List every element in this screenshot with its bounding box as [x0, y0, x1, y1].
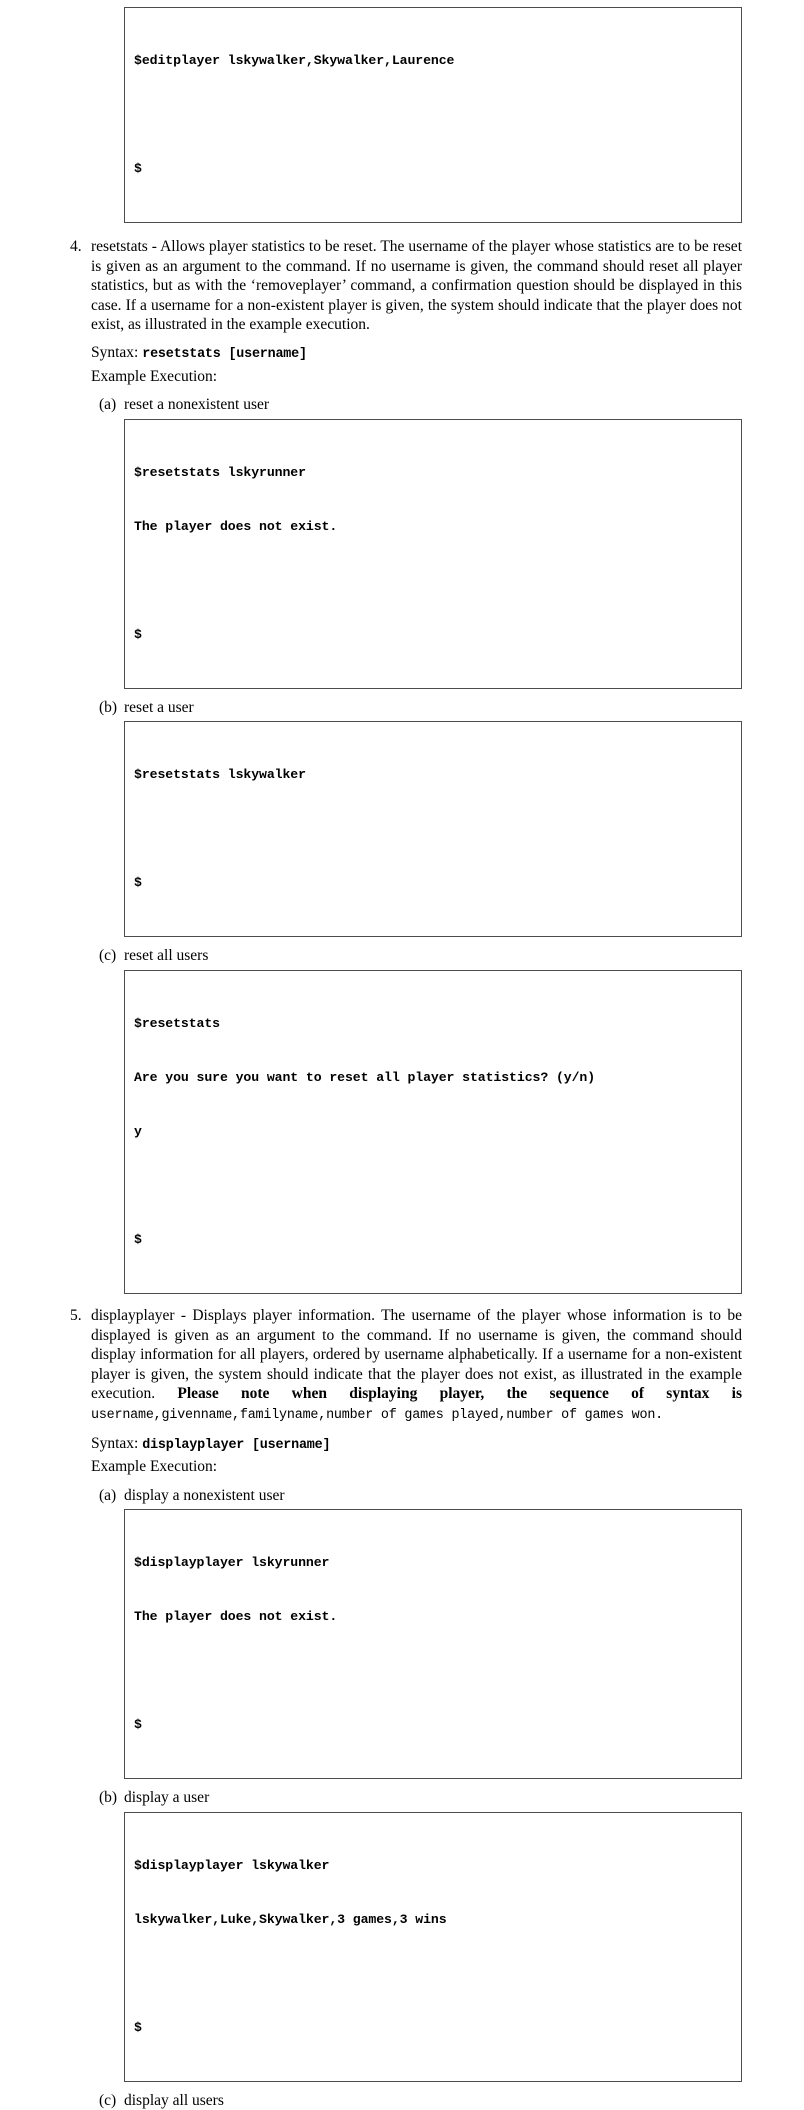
sublist-item-letter: (c) — [99, 2091, 117, 2109]
code-line-blank — [134, 820, 741, 838]
code-line-blank — [134, 1662, 741, 1680]
code-line: The player does not exist. — [134, 518, 338, 534]
sublist-item-reset-nonexistent — [99, 395, 742, 689]
resetstats-all-example-box — [124, 970, 742, 1294]
list-item-paragraph: resetstats - Allows player statistics to be reset. The username of the player whose statistics are to be reset is given as an argument to the command. If no username is given, the command should reset all player statistics, but as with the ‘removeplayer’ command, a confirmation question should be displayed in this case. If a username for a non-existent player is given, the system should indicate that the player does not exist, as illustrated in the example execution. — [91, 238, 742, 334]
displayplayer-nonexistent-example-box — [124, 1509, 742, 1779]
sublist-item-reset-all — [99, 946, 742, 1294]
code-line: y — [134, 1123, 142, 1139]
syntax-line — [91, 1434, 742, 1456]
syntax-code: resetstats [username] — [142, 346, 307, 362]
resetstats-nonexistent-example-box — [124, 419, 742, 689]
list-item-number: 4. — [70, 238, 82, 255]
list-item-displayplayer — [70, 1306, 742, 1477]
code-line: $editplayer lskywalker,Skywalker,Laurence — [134, 53, 455, 68]
sublist-item-label: reset all users — [124, 947, 209, 965]
sublist-item-label: display all users — [124, 2091, 224, 2109]
paragraph-mono-sequence: username,givenname,familyname,number of games played,number of games won. — [91, 1407, 664, 1423]
code-line: Are you sure you want to reset all player statistics? (y/n) — [134, 1069, 596, 1085]
syntax-line — [91, 343, 742, 365]
sublist-item-label: display a nonexistent user — [124, 1486, 285, 1504]
code-line: $ — [134, 875, 142, 891]
example-execution-label: Example Execution: — [91, 367, 218, 385]
paragraph-emphasis: Please note when displaying player, the sequence of syntax is — [177, 1385, 742, 1403]
code-line: lskywalker,Luke,Skywalker,3 games,3 wins — [134, 1911, 447, 1927]
list-item-number: 5. — [70, 1306, 82, 1324]
code-line-blank — [134, 1965, 741, 1983]
code-line: The player does not exist. — [134, 1609, 338, 1625]
sublist-item-letter: (c) — [99, 947, 117, 965]
syntax-label: Syntax: — [91, 343, 139, 361]
list-item-paragraph — [91, 1306, 742, 1426]
sublist-item-letter: (a) — [99, 396, 117, 414]
list-item-resetstats — [70, 237, 742, 386]
code-line-blank — [134, 1177, 741, 1195]
resetstats-user-example-box — [124, 721, 742, 937]
sublist-item-display-user — [99, 1788, 742, 2082]
code-line: $ — [134, 1231, 142, 1247]
sublist-item-reset-user — [99, 698, 742, 938]
sublist-item-label: display a user — [124, 1789, 210, 1807]
code-line: $resetstats lskywalker — [134, 767, 306, 783]
sublist-item-letter: (b) — [99, 1789, 118, 1807]
syntax-label: Syntax: — [91, 1434, 139, 1452]
code-line: $ — [134, 626, 142, 642]
code-line-blank — [134, 572, 741, 590]
code-line: $resetstats lskyrunner — [134, 464, 306, 480]
code-line: $displayplayer lskywalker — [134, 1857, 330, 1873]
paragraph-text: displayplayer - Displays player information. The username of the player whose information is to be displayed is given as an argument to the command. If no username is given, the command should display information for all players, ordered by username alphabetically. If a username for a non-existent player is given, the system should indicate that the player does not exist, as illustrated in the example execution. — [91, 1306, 742, 1403]
code-line: $resetstats — [134, 1015, 220, 1031]
sublist-item-display-all — [99, 2091, 742, 2110]
displayplayer-user-example-box — [124, 1812, 742, 2082]
sublist-item-label: reset a user — [124, 698, 194, 716]
example-execution-label: Example Execution: — [91, 1458, 218, 1476]
sublist-item-letter: (a) — [99, 1486, 117, 1504]
sublist-item-display-nonexistent — [99, 1486, 742, 1780]
code-line-blank — [134, 106, 741, 124]
document-page — [0, 7, 804, 2109]
code-line: $ — [134, 1717, 142, 1733]
code-line: $displayplayer lskyrunner — [134, 1555, 330, 1571]
sublist-item-label: reset a nonexistent user — [124, 396, 270, 414]
code-line: $ — [134, 2019, 142, 2035]
code-line: $ — [134, 161, 142, 176]
editplayer-example-box — [124, 7, 742, 223]
sublist-item-letter: (b) — [99, 698, 118, 716]
syntax-code: displayplayer [username] — [142, 1437, 331, 1453]
